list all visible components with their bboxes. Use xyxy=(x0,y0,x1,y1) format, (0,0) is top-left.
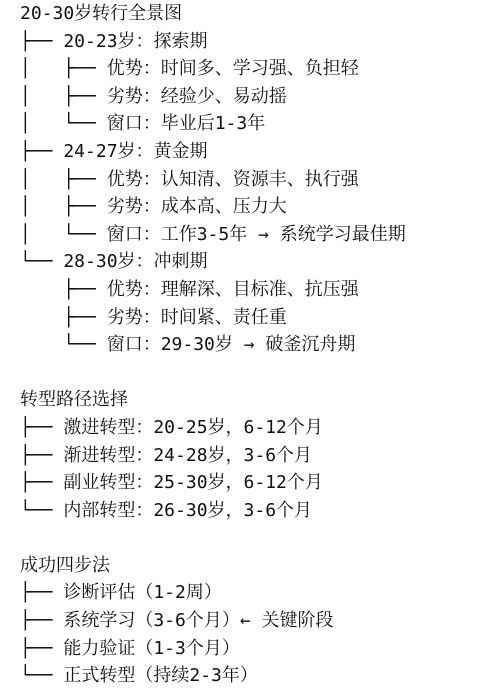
tree-line: └── 窗口：29-30岁 → 破釜沉舟期 xyxy=(20,334,356,356)
tree-line: ├── 渐进转型：24-28岁，3-6个月 xyxy=(20,444,313,466)
tree-line: ├── 劣势：时间紧、责任重 xyxy=(20,306,287,328)
tree-line: │ ├── 劣势：经验少、易动摇 xyxy=(20,85,287,107)
tree-line: ├── 诊断评估（1-2周） xyxy=(20,582,222,604)
tree-line: ├── 能力验证（1-3个月） xyxy=(20,637,240,659)
tree-line: ├── 24-27岁：黄金期 xyxy=(20,140,208,162)
tree-line: │ └── 窗口：工作3-5年 → 系统学习最佳期 xyxy=(20,223,406,245)
tree-line: ├── 系统学习（3-6个月）← 关键阶段 xyxy=(20,610,334,632)
section-title: 20-30岁转行全景图 xyxy=(20,3,183,24)
tree-line: │ ├── 劣势：成本高、压力大 xyxy=(20,196,287,218)
tree-line: └── 内部转型：26-30岁，3-6个月 xyxy=(20,499,313,521)
tree-line: │ ├── 优势：认知清、资源丰、执行强 xyxy=(20,168,359,190)
tree-line: └── 正式转型（持续2-3年） xyxy=(20,665,258,687)
tree-line: ├── 副业转型：25-30岁，6-12个月 xyxy=(20,472,323,494)
tree-line: └── 28-30岁：冲刺期 xyxy=(20,251,208,273)
section-spacer xyxy=(0,359,497,387)
tree-line: │ ├── 优势：时间多、学习强、负担轻 xyxy=(20,58,359,80)
section-title: 转型路径选择 xyxy=(20,389,128,411)
section-spacer xyxy=(0,524,497,552)
tree-line: │ └── 窗口：毕业后1-3年 xyxy=(20,113,266,135)
tree-line: ├── 激进转型：20-25岁，6-12个月 xyxy=(20,416,323,438)
section-title: 成功四步法 xyxy=(20,554,110,576)
tree-line: ├── 20-23岁：探索期 xyxy=(20,30,208,52)
tree-line: ├── 优势：理解深、目标准、抗压强 xyxy=(20,278,359,300)
